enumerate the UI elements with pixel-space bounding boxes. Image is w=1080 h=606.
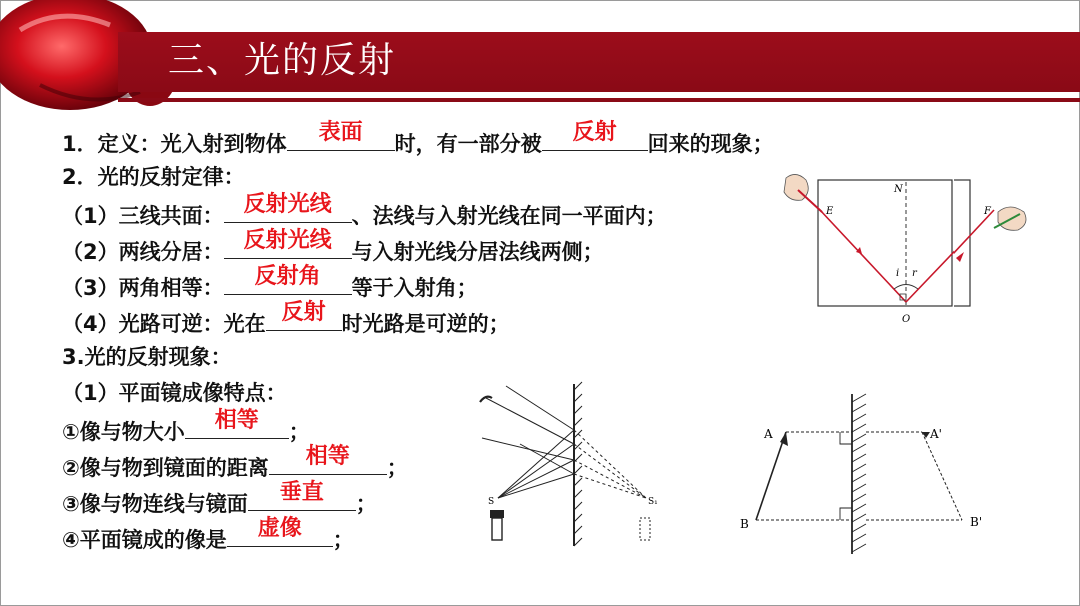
- answer-blank: [248, 480, 356, 511]
- text-segment: 回来的现象；: [647, 132, 774, 156]
- board-edge: [954, 180, 970, 306]
- answer-blank: [185, 408, 289, 439]
- label-n: N: [894, 184, 903, 195]
- answer-text: 虚像: [257, 516, 302, 541]
- text-segment: （2）两线分居：: [62, 240, 224, 264]
- label-i: i: [896, 268, 900, 279]
- answer-blank: [224, 228, 352, 259]
- label-a: A: [764, 427, 773, 441]
- text-segment: ②像与物到镜面的距离: [62, 456, 269, 480]
- answer-text: 反射: [572, 120, 617, 145]
- label-o: O: [902, 314, 911, 325]
- object-arrow: [756, 432, 786, 520]
- answer-text: 垂直: [279, 480, 324, 505]
- label-a-prime: A': [930, 427, 942, 441]
- answer-text: 表面: [318, 120, 363, 145]
- answer-blank: [224, 264, 352, 295]
- label-b: B: [740, 517, 749, 531]
- image-arrow: [922, 432, 962, 520]
- text-segment: 与入射光线分居法线两侧；: [351, 240, 604, 264]
- answer-blank: [224, 192, 352, 223]
- text-segment: ④平面镜成的像是: [62, 528, 227, 552]
- label-s1: S₁: [648, 497, 658, 507]
- text-segment: 时，有一部分被: [394, 132, 542, 156]
- light-rays: [482, 386, 574, 498]
- answer-blank: [227, 516, 333, 547]
- hand-right-icon: [994, 207, 1026, 230]
- text-segment: 时光路是可逆的；: [341, 312, 510, 336]
- text-segment: ；: [355, 492, 377, 516]
- law-item-4: [62, 300, 510, 339]
- title-underline: [118, 98, 1080, 102]
- definition-line: [62, 120, 774, 159]
- answer-text: 反射光线: [243, 228, 332, 253]
- mirror-item-2: [62, 444, 408, 483]
- text-segment: （1）三线共面：: [62, 204, 224, 228]
- candle-flame: [490, 510, 504, 518]
- answer-blank: [266, 300, 342, 331]
- law-heading: 2．光的反射定律：: [62, 165, 245, 189]
- answer-blank: [542, 120, 648, 151]
- candle-image-icon: [640, 518, 650, 540]
- right-angle-a: [840, 432, 852, 444]
- label-b-prime: B': [970, 515, 983, 529]
- board-edge-cover: [954, 181, 956, 305]
- reflection-diagram: [782, 168, 954, 328]
- label-e: E: [826, 206, 834, 217]
- eye-icon: [480, 397, 492, 402]
- text-segment: ①像与物大小: [62, 420, 185, 444]
- board: [818, 180, 952, 306]
- answer-text: 反射角: [254, 264, 321, 289]
- label-r: r: [912, 268, 917, 279]
- answer-text: 反射光线: [243, 192, 332, 217]
- answer-text: 反射: [281, 300, 326, 325]
- candle-icon: [492, 518, 502, 540]
- text-segment: ③像与物连线与镜面: [62, 492, 248, 516]
- text-segment: （4）光路可逆：光在: [62, 312, 266, 336]
- mirror-item-3: [62, 480, 377, 519]
- mirror-item-4: [62, 516, 354, 555]
- text-segment: ；: [288, 420, 310, 444]
- text-segment: （3）两角相等：: [62, 276, 224, 300]
- phenomenon-heading: 3.光的反射现象：: [62, 345, 232, 369]
- image-arrowhead: [922, 432, 930, 438]
- mirror-item-1: [62, 408, 310, 447]
- text-segment: ；: [386, 456, 408, 480]
- mirror-point-diagram: [470, 380, 670, 550]
- answer-blank: [287, 120, 395, 151]
- text-segment: 1．定义：光入射到物体: [62, 132, 287, 156]
- law-item-2: [62, 228, 604, 267]
- law-item-3: [62, 264, 478, 303]
- answer-blank: [269, 444, 387, 475]
- label-s: S: [488, 497, 495, 507]
- text-segment: 等于入射角；: [351, 276, 478, 300]
- mirror-image-diagram: [740, 390, 1000, 560]
- right-angle-b: [840, 508, 852, 520]
- hand-left-icon: [784, 174, 822, 212]
- law-item-1: [62, 192, 667, 231]
- page-title: 三、光的反射: [168, 40, 397, 81]
- answer-text: 相等: [214, 408, 259, 433]
- text-segment: ；: [332, 528, 354, 552]
- text-segment: 、法线与入射光线在同一平面内；: [351, 204, 667, 228]
- mirror-heading: （1）平面镜成像特点：: [62, 381, 287, 405]
- virtual-rays: [574, 430, 646, 498]
- label-f: F: [984, 206, 991, 217]
- reflection-diagram-right: [954, 168, 1034, 328]
- answer-text: 相等: [305, 444, 350, 469]
